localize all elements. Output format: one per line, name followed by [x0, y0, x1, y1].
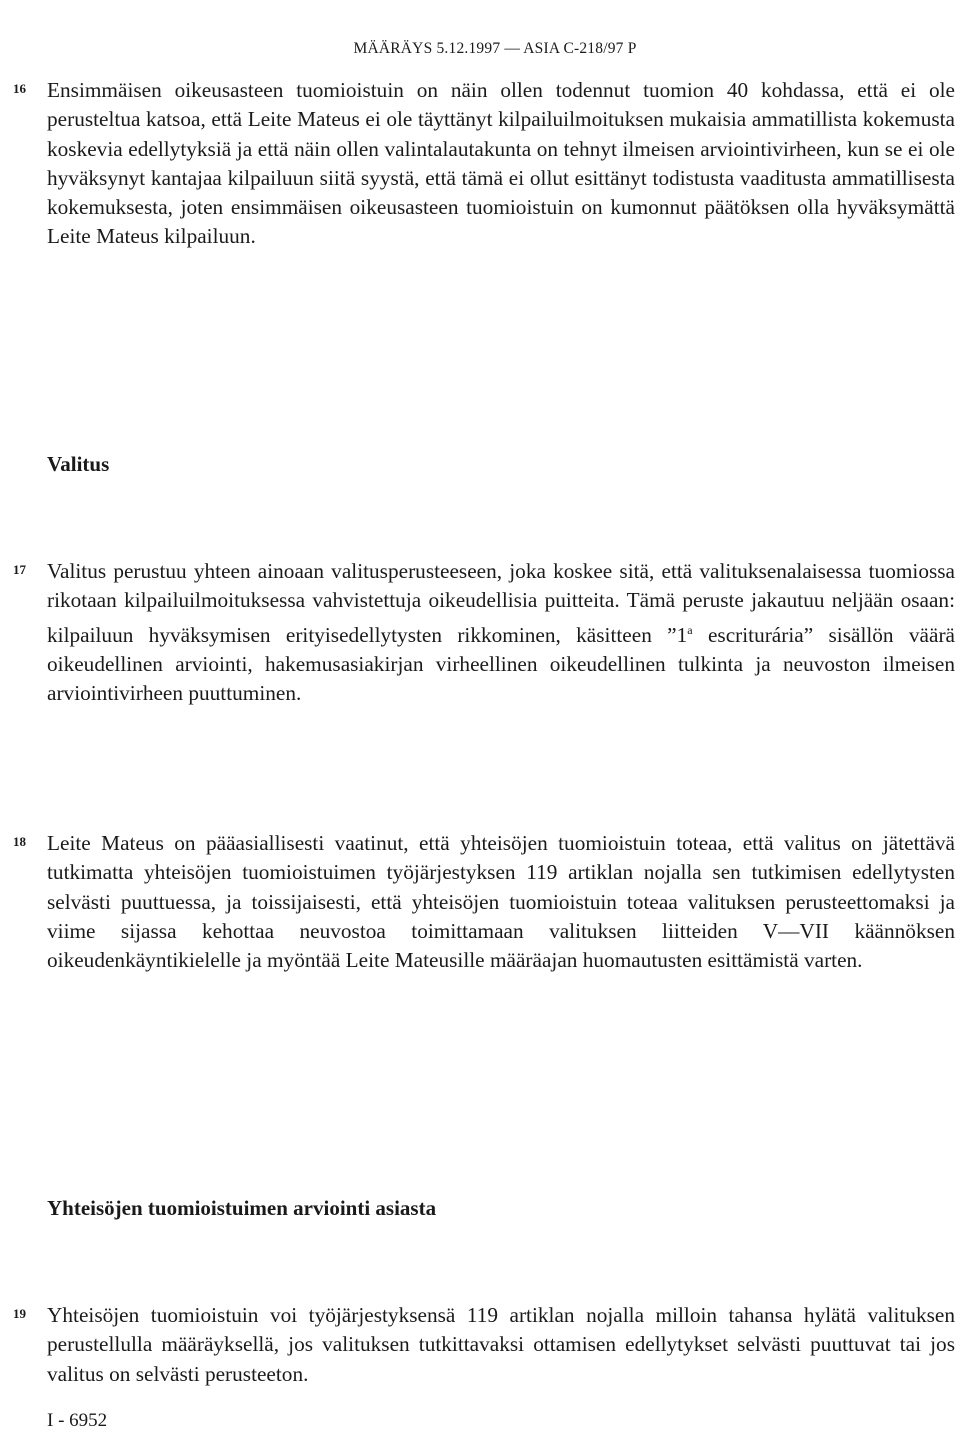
running-header: MÄÄRÄYS 5.12.1997 — ASIA C-218/97 P	[353, 40, 637, 57]
paragraph-text: Leite Mateus on pääasiallisesti vaatinut, että yhteisöjen tuomioistuin toteaa, että valitus on jätettävä tutkimatta yhteisöjen tuomioistuimen työjärjestyksen 119 artiklan nojalla sen tutkimisen edellytysten selvästi puuttuessa, ja toissijaisesti, että yhteisöjen tuomioistuin toteaa valituksen perusteettomaksi ja viime sijassa kehottaa neuvostoa toimittamaan valituksen liitteiden V—VII käännöksen oikeudenkäyntikielelle ja myöntää Leite Mateusille määräajan huomautusten esittämistä varten.	[47, 831, 955, 973]
paragraph-17	[13, 557, 955, 709]
paragraph-16	[13, 76, 955, 252]
paragraph-text-part: escriturária” sisällön väärä oikeudellinen arviointi, hakemusasiakirjan virheellinen oikeudellinen tulkinta ja neuvoston ilmeisen arviointivirheen puuttuminen.	[47, 622, 955, 706]
superscript: a	[687, 622, 693, 637]
paragraph-19	[13, 1301, 955, 1389]
paragraph-number: 16	[13, 81, 26, 96]
paragraph-text: Ensimmäisen oikeusasteen tuomioistuin on näin ollen todennut tuomion 40 kohdassa, että ei ole perusteltua katsoa, että Leite Mateus ei ole täyttänyt kilpailuilmoituksen mukaisia ammatillista kokemusta koskevia edellytyksiä ja että näin ollen valintalautakunta on tehnyt ilmeisen arviointivirheen, kun se ei ole hyväksynyt kantajaa kilpailuun siitä syystä, että tämä ei ollut esittänyt todistusta vaaditusta ammatillisesta kokemuksesta, joten ensimmäisen oikeusasteen tuomioistuin on kumonnut päätöksen olla hyväksymättä Leite Mateus kilpailuun.	[47, 78, 955, 249]
section-heading-valitus: Valitus	[47, 452, 110, 476]
paragraph-18	[13, 829, 955, 975]
paragraph-text-part: Valitus perustuu yhteen ainoaan valitusperusteeseen, joka koskee sitä, että valituksenalaisessa tuomiossa rikotaan kilpailuilmoituksessa vahvistettuja oikeudellisia puitteita. Tämä peruste jakautuu neljään osaan: kilpailuun hyväksymisen erityisedellytysten rikkominen, käsitteen ”1	[47, 559, 955, 647]
paragraph-text	[47, 557, 955, 709]
paragraph-number: 18	[13, 834, 26, 849]
section-heading-arviointi: Yhteisöjen tuomioistuimen arviointi asiasta	[47, 1196, 437, 1220]
page-number: I - 6952	[47, 1410, 108, 1431]
paragraph-number: 17	[13, 562, 26, 577]
paragraph-number: 19	[13, 1306, 26, 1321]
paragraph-text: Yhteisöjen tuomioistuin voi työjärjestyksensä 119 artiklan nojalla milloin tahansa hylätä valituksen perustellulla määräyksellä, jos valituksen tutkittavaksi ottamisen edellytykset selvästi puuttuvat tai jos valitus on selvästi perusteeton.	[47, 1303, 955, 1386]
